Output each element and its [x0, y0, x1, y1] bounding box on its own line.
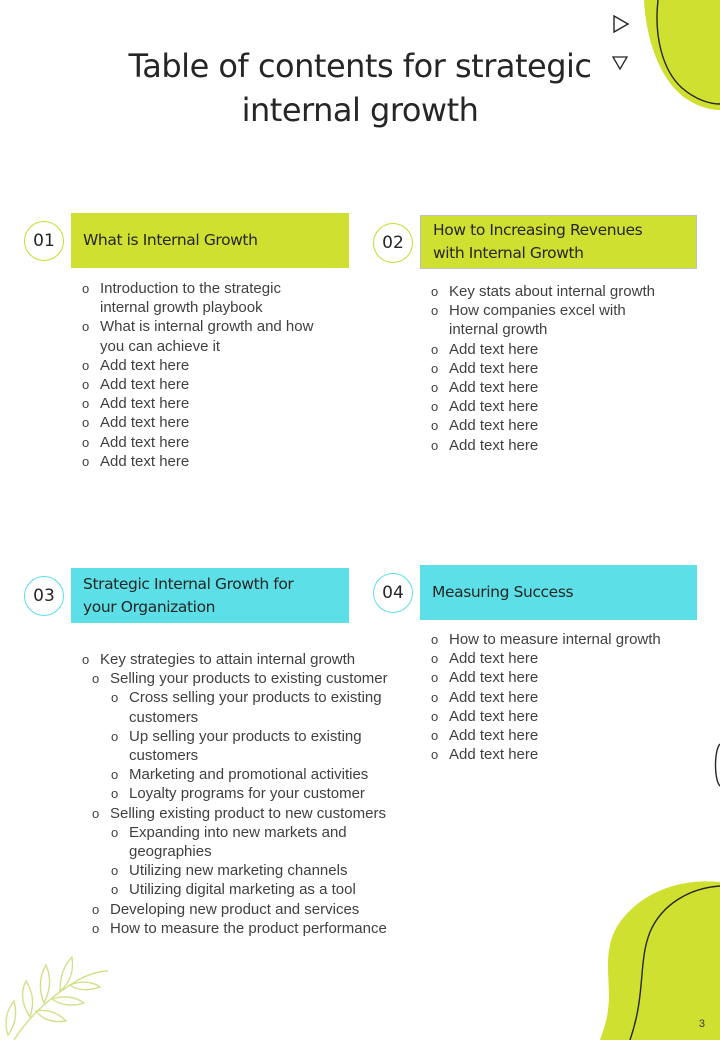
list-item-line: customers [129, 747, 199, 765]
section-4-heading [420, 565, 697, 620]
list-item [431, 726, 701, 745]
list-item [431, 436, 701, 455]
list-item [431, 397, 701, 416]
list-item-line: o Utilizing digital marketing as a tool [129, 881, 356, 899]
list-item [82, 765, 422, 784]
section-3-heading-line-1: Strategic Internal Growth for [83, 574, 294, 593]
list-item [431, 301, 701, 339]
list-item-line: o Add text here [100, 395, 190, 413]
list-item-line: o Developing new product and services [110, 900, 360, 918]
section-3-list [82, 650, 422, 938]
list-item [82, 861, 422, 880]
list-item-line: o Marketing and promotional activities [129, 766, 369, 784]
list-item [431, 688, 701, 707]
list-item [82, 727, 422, 765]
list-item-line: o Introduction to the strategic [100, 280, 281, 297]
list-item [82, 804, 422, 823]
title-line-2: internal growth [241, 91, 479, 129]
list-item [431, 282, 701, 301]
list-item [82, 452, 342, 471]
list-item-line: o Loyalty programs for your customer [129, 785, 365, 803]
page-title [60, 44, 660, 132]
list-item-line: customers [129, 708, 199, 726]
list-item-line: o Key strategies to attain internal growth [100, 651, 356, 668]
list-item-line: internal growth [449, 321, 548, 339]
list-item [82, 433, 342, 452]
section-3-heading-line-2: your Organization [83, 597, 216, 616]
list-item [431, 340, 701, 359]
list-item-line: o Add text here [100, 452, 190, 470]
list-item [431, 378, 701, 397]
list-item-line: you can achieve it [100, 337, 221, 355]
list-item-line: o Add text here [449, 417, 539, 435]
list-item-line: o Add text here [449, 727, 539, 745]
list-item-line: o Selling existing product to new customers [110, 804, 386, 822]
list-item-line: o Add text here [449, 379, 539, 397]
list-item-line: o Add text here [449, 436, 539, 454]
section-2-heading [420, 215, 697, 269]
list-item [82, 394, 342, 413]
list-item-line: o How companies excel with [449, 302, 626, 320]
section-3-heading [71, 568, 349, 623]
list-item-line: o Add text here [449, 340, 539, 358]
list-item-line: o Expanding into new markets and [129, 823, 347, 841]
list-item [82, 823, 422, 861]
section-2-list [431, 282, 701, 455]
list-item [431, 707, 701, 726]
list-item [431, 668, 701, 687]
section-2-number: 02 [373, 223, 413, 263]
list-item [431, 745, 701, 764]
list-item [431, 649, 701, 668]
list-item [82, 650, 422, 669]
list-item [82, 413, 342, 432]
list-item [431, 359, 701, 378]
list-item-line: o Add text here [449, 669, 539, 687]
list-item [82, 688, 422, 726]
list-item [82, 880, 422, 899]
list-item [82, 317, 342, 355]
list-item [82, 919, 422, 938]
leaf-sprig-decoration [0, 935, 110, 1040]
list-item-line: o Add text here [449, 398, 539, 416]
list-item-line: o Add text here [100, 433, 190, 451]
list-item-line: o Add text here [449, 707, 539, 725]
section-2-heading-line-2: with Internal Growth [433, 244, 584, 262]
list-item-line: o How to measure the product performance [110, 919, 387, 937]
list-item [82, 356, 342, 375]
section-2-heading-line-1: How to Increasing Revenues [433, 221, 643, 239]
section-4-list [431, 630, 701, 764]
list-item-line: o Add text here [449, 359, 539, 377]
list-item-line: o Add text here [449, 688, 539, 706]
list-item-line: internal growth playbook [100, 299, 263, 317]
title-line-1: Table of contents for strategic [128, 47, 592, 85]
section-1-list [82, 279, 342, 471]
section-3-number: 03 [24, 576, 64, 616]
list-item-line: o Key stats about internal growth [449, 283, 655, 300]
list-item [82, 279, 342, 317]
list-item-line: o Add text here [100, 376, 190, 394]
list-item [82, 900, 422, 919]
section-4-heading-text: Measuring Success [432, 583, 574, 601]
list-item-line: o Utilizing new marketing channels [129, 862, 348, 880]
list-item [82, 669, 422, 688]
list-item-line: o What is internal growth and how [100, 318, 314, 336]
section-4-number: 04 [373, 573, 413, 613]
list-item [82, 375, 342, 394]
section-1-heading-text: What is Internal Growth [83, 231, 258, 249]
list-item-line: o Up selling your products to existing [129, 727, 362, 745]
section-1-heading [71, 213, 349, 268]
list-item [82, 784, 422, 803]
section-1-number: 01 [24, 221, 64, 261]
list-item-line: o Add text here [100, 356, 190, 374]
list-item [431, 416, 701, 435]
list-item-line: o Add text here [449, 746, 539, 764]
list-item-line: o How to measure internal growth [449, 631, 661, 648]
play-arrow-icon [612, 14, 630, 34]
list-item-line: o Add text here [449, 650, 539, 668]
list-item [431, 630, 701, 649]
list-item-line: o Cross selling your products to existing [129, 689, 382, 707]
right-edge-arc [712, 740, 720, 790]
list-item-line: o Selling your products to existing customer [110, 670, 388, 688]
page-number: 3 [698, 1018, 705, 1030]
list-item-line: geographies [129, 843, 212, 861]
list-item-line: o Add text here [100, 414, 190, 432]
bottom-right-blob [590, 870, 720, 1040]
